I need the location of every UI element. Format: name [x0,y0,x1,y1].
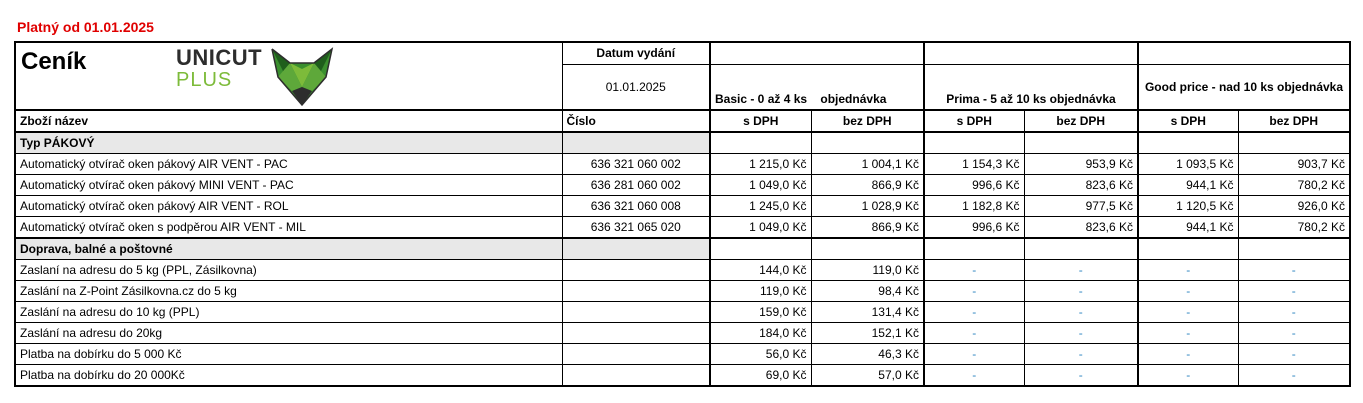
tier-top-spacer [1138,42,1350,64]
product-number: 636 321 060 008 [562,196,710,217]
price-cell: 152,1 Kč [811,323,924,344]
section-spacer [1024,238,1138,260]
price-cell: 944,1 Kč [1138,217,1238,239]
product-number [562,344,710,365]
price-cell: 823,6 Kč [1024,175,1138,196]
valid-from-note: Platný od 01.01.2025 [17,19,154,35]
price-cell: 1 093,5 Kč [1138,154,1238,175]
product-number: 636 321 060 002 [562,154,710,175]
fox-head-icon [270,47,334,107]
product-number: 636 281 060 002 [562,175,710,196]
price-cell: - [1238,323,1350,344]
product-name: Zaslaní na adresu do 5 kg (PPL, Zásilkovna) [15,260,562,281]
table-row [15,217,1350,239]
price-cell: - [1138,302,1238,323]
price-cell: 144,0 Kč [710,260,811,281]
price-cell: 996,6 Kč [924,175,1024,196]
price-cell: 1 245,0 Kč [710,196,811,217]
price-cell: - [1138,281,1238,302]
price-cell: 953,9 Kč [1024,154,1138,175]
table-row [15,344,1350,365]
logo-word-plus: PLUS [176,69,233,91]
table-row [15,281,1350,302]
section-spacer [811,238,924,260]
price-cell: 1 004,1 Kč [811,154,924,175]
price-cell: - [1238,260,1350,281]
tier-top-spacer [710,42,924,64]
product-number [562,281,710,302]
price-cell: 57,0 Kč [811,365,924,387]
product-name: Automatický otvírač oken pákový MINI VENT - PAC [15,175,562,196]
logo-word-unicut: UNICUT [176,45,263,70]
price-cell: - [1024,260,1138,281]
tier-good-header: Good price - nad 10 ks objednávka [1138,64,1350,110]
price-cell: 131,4 Kč [811,302,924,323]
price-cell: - [924,365,1024,387]
price-cell: - [924,281,1024,302]
col-good-bez-dph: bez DPH [1238,110,1350,132]
price-cell: - [1238,281,1350,302]
price-cell: 1 049,0 Kč [710,175,811,196]
price-cell: 866,9 Kč [811,217,924,239]
price-cell: 46,3 Kč [811,344,924,365]
section-title: Doprava, balné a poštovné [15,238,562,260]
price-cell: 119,0 Kč [710,281,811,302]
product-name: Zaslání na Z-Point Zásilkovna.cz do 5 kg [15,281,562,302]
tier-top-spacer [924,42,1138,64]
price-cell: 903,7 Kč [1238,154,1350,175]
page-title: Ceník [21,48,87,75]
table-row [15,323,1350,344]
price-cell: 56,0 Kč [710,344,811,365]
product-name: Platba na dobírku do 20 000Kč [15,365,562,387]
price-cell: - [1024,344,1138,365]
price-cell: 823,6 Kč [1024,217,1138,239]
price-cell: - [1238,344,1350,365]
price-cell: - [924,323,1024,344]
price-cell: 1 049,0 Kč [710,217,811,239]
price-list-table [14,41,1351,387]
price-cell: - [1138,323,1238,344]
section-spacer [1238,238,1350,260]
product-name: Automatický otvírač oken pákový AIR VENT - PAC [15,154,562,175]
section-spacer [1024,132,1138,154]
section-spacer [811,132,924,154]
price-cell: - [1024,323,1138,344]
price-cell: 926,0 Kč [1238,196,1350,217]
title-logo-cell [15,42,562,110]
table-row [15,365,1350,387]
price-cell: - [1024,302,1138,323]
table-row [15,260,1350,281]
price-cell: 1 215,0 Kč [710,154,811,175]
price-cell: 780,2 Kč [1238,175,1350,196]
table-row [15,154,1350,175]
price-cell: 1 182,8 Kč [924,196,1024,217]
table-row [15,302,1350,323]
price-cell: 996,6 Kč [924,217,1024,239]
table-row [15,196,1350,217]
tier-basic-header: Basic - 0 až 4 ks objednávka [710,64,924,110]
price-cell: - [1024,365,1138,387]
price-cell: 98,4 Kč [811,281,924,302]
product-number [562,365,710,387]
col-prima-bez-dph: bez DPH [1024,110,1138,132]
product-number: 636 321 065 020 [562,217,710,239]
product-number [562,302,710,323]
unicut-plus-logo [174,47,344,107]
tier-prima-header: Prima - 5 až 10 ks objednávka [924,64,1138,110]
section-title: Typ PÁKOVÝ [15,132,562,154]
price-cell: - [924,344,1024,365]
price-cell: 159,0 Kč [710,302,811,323]
product-number [562,260,710,281]
price-cell: 1 120,5 Kč [1138,196,1238,217]
price-cell: 184,0 Kč [710,323,811,344]
product-name: Zaslání na adresu do 20kg [15,323,562,344]
section-spacer [710,132,811,154]
col-basic-bez-dph: bez DPH [811,110,924,132]
price-cell: - [1238,302,1350,323]
price-cell: - [1138,344,1238,365]
price-cell: 69,0 Kč [710,365,811,387]
col-basic-s-dph: s DPH [710,110,811,132]
product-name: Platba na dobírku do 5 000 Kč [15,344,562,365]
section-spacer [710,238,811,260]
date-label: Datum vydání [562,42,710,64]
section-spacer [1238,132,1350,154]
date-value: 01.01.2025 [562,64,710,110]
col-name-header: Zboží název [15,110,562,132]
price-cell: 977,5 Kč [1024,196,1138,217]
col-prima-s-dph: s DPH [924,110,1024,132]
col-number-header: Číslo [562,110,710,132]
col-good-s-dph: s DPH [1138,110,1238,132]
section-spacer [1138,132,1238,154]
section-row [15,238,1350,260]
price-cell: - [1138,260,1238,281]
price-cell: 866,9 Kč [811,175,924,196]
price-cell: - [924,260,1024,281]
price-cell: - [924,302,1024,323]
price-cell: 944,1 Kč [1138,175,1238,196]
section-spacer [924,238,1024,260]
table-row [15,175,1350,196]
product-name: Automatický otvírač oken pákový AIR VENT - ROL [15,196,562,217]
price-cell: - [1024,281,1138,302]
price-cell: 780,2 Kč [1238,217,1350,239]
section-spacer [562,238,710,260]
product-name: Automatický otvírač oken s podpěrou AIR VENT - MIL [15,217,562,239]
product-number [562,323,710,344]
price-cell: - [1138,365,1238,387]
price-cell: - [1238,365,1350,387]
price-cell: 119,0 Kč [811,260,924,281]
section-spacer [1138,238,1238,260]
product-name: Zaslání na adresu do 10 kg (PPL) [15,302,562,323]
price-cell: 1 154,3 Kč [924,154,1024,175]
price-cell: 1 028,9 Kč [811,196,924,217]
section-row [15,132,1350,154]
section-spacer [924,132,1024,154]
section-spacer [562,132,710,154]
